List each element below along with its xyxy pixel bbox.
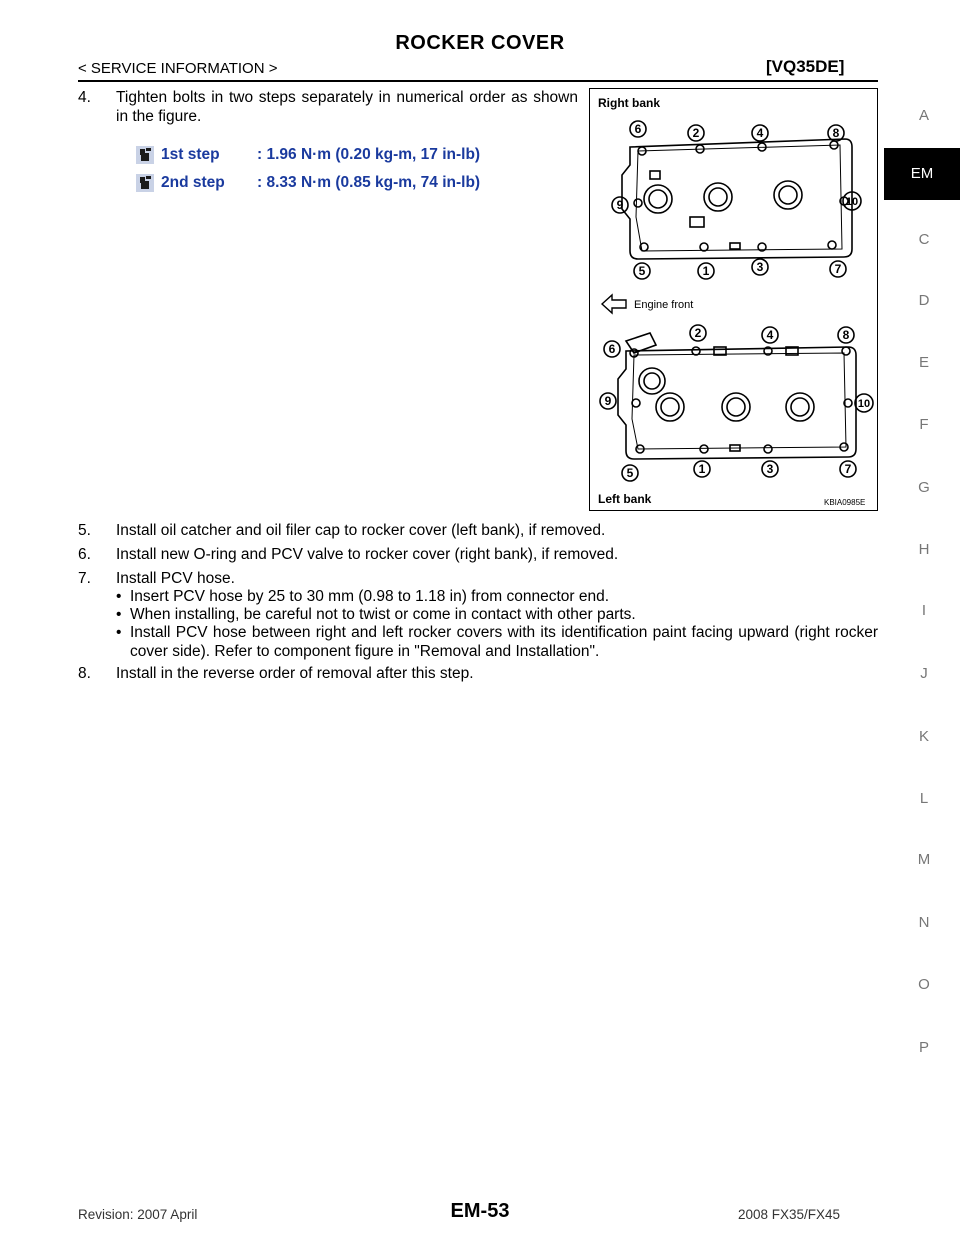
- step-8: [78, 664, 878, 684]
- bullet-text: Insert PCV hose by 25 to 30 mm (0.98 to 1.18 in) from connector end.: [130, 588, 610, 605]
- engine-front-arrow-icon: [602, 295, 626, 313]
- step-5: [78, 521, 878, 541]
- side-index-j[interactable]: J: [920, 665, 928, 682]
- bolt-number: 4: [766, 328, 774, 342]
- bolt-number: 6: [634, 122, 642, 136]
- step-number: 4.: [78, 89, 91, 106]
- bullet-text: Install PCV hose between right and left rocker covers with its identification paint facing upward (right rocker cover side). Refer to component figure in "Removal and Installation".: [130, 624, 878, 660]
- side-index-c[interactable]: C: [918, 231, 930, 248]
- side-index-g[interactable]: G: [918, 479, 930, 496]
- bolt-number: 10: [857, 398, 871, 410]
- side-index-l[interactable]: L: [919, 790, 929, 807]
- bolt-number: 8: [842, 328, 850, 342]
- step-number: 8.: [78, 665, 91, 682]
- step-text: Install in the reverse order of removal after this step.: [116, 665, 474, 682]
- step-7: [78, 569, 878, 589]
- right-bank-cover: [622, 139, 852, 259]
- pcv-bullet-1: [116, 587, 878, 607]
- page-title: ROCKER COVER: [395, 32, 565, 54]
- side-index-a[interactable]: A: [918, 107, 929, 124]
- bullet-text: When installing, be careful not to twist or come in contact with other parts.: [130, 606, 636, 623]
- bolt-number: 1: [698, 462, 706, 476]
- step-text: Install new O-ring and PCV valve to rocker cover (right bank), if removed.: [116, 546, 619, 563]
- step-number: 6.: [78, 546, 91, 563]
- spec-row-2: [136, 172, 576, 196]
- figure-code: KBIA0985E: [824, 498, 866, 507]
- spec-step-label: 1st step: [161, 146, 220, 163]
- bullet-mark: •: [116, 606, 122, 623]
- bolt-number: 9: [616, 198, 624, 212]
- bolt-number: 7: [844, 462, 852, 476]
- side-index-label: EM: [910, 165, 934, 182]
- side-index-i[interactable]: I: [921, 602, 927, 619]
- torque-wrench-icon: [136, 146, 154, 164]
- side-index-em-active[interactable]: [884, 148, 960, 200]
- bolt-number: 5: [626, 466, 634, 480]
- side-index-p[interactable]: P: [918, 1039, 929, 1056]
- bolt-number: 10: [845, 196, 859, 208]
- step-number: 7.: [78, 570, 91, 587]
- step-number: 5.: [78, 522, 91, 539]
- bolt-number: 8: [832, 126, 840, 140]
- step-text: Install PCV hose.: [116, 570, 235, 587]
- bolt-number: 2: [692, 126, 700, 140]
- spec-step-label: 2nd step: [161, 174, 225, 191]
- step-4: [78, 88, 578, 128]
- spec-value: : 8.33 N·m (0.85 kg-m, 74 in-lb): [257, 174, 481, 191]
- spec-value: : 1.96 N·m (0.20 kg-m, 17 in-lb): [257, 146, 481, 163]
- bullet-mark: •: [116, 624, 122, 641]
- engine-front-label: Engine front: [634, 299, 694, 311]
- engine-code: [VQ35DE]: [766, 57, 845, 76]
- side-index-f[interactable]: F: [919, 416, 929, 433]
- bolt-number: 6: [608, 342, 616, 356]
- side-index-k[interactable]: K: [918, 728, 929, 745]
- bolt-number: 3: [756, 260, 764, 274]
- rocker-cover-diagram: [590, 89, 877, 510]
- header-divider: [78, 80, 878, 82]
- bolt-number: 7: [834, 262, 842, 276]
- bolt-number: 4: [756, 126, 764, 140]
- step-text: Install oil catcher and oil filer cap to rocker cover (left bank), if removed.: [116, 522, 606, 539]
- side-index-h[interactable]: H: [918, 541, 930, 558]
- side-index-n[interactable]: N: [918, 914, 930, 931]
- bolt-tightening-figure: [589, 88, 878, 511]
- bolt-number: 5: [638, 264, 646, 278]
- right-bank-label: Right bank: [598, 96, 660, 110]
- pcv-bullet-2: [116, 605, 878, 625]
- left-bank-cover: [618, 333, 856, 459]
- bolt-number: 3: [766, 462, 774, 476]
- bolt-number: 2: [694, 326, 702, 340]
- side-index-d[interactable]: D: [918, 292, 930, 309]
- bolt-number: 1: [702, 264, 710, 278]
- step-6: [78, 545, 878, 565]
- pcv-bullet-3: [116, 623, 878, 663]
- bullet-mark: •: [116, 588, 122, 605]
- torque-wrench-icon: [136, 174, 154, 192]
- side-index-m[interactable]: M: [917, 851, 931, 868]
- bolt-number: 9: [604, 394, 612, 408]
- page-number: EM-53: [450, 1200, 510, 1222]
- footer-revision: Revision: 2007 April: [78, 1207, 198, 1222]
- spec-row-1: [136, 144, 576, 168]
- side-index-e[interactable]: E: [918, 354, 929, 371]
- step-text: Tighten bolts in two steps separately in numerical order as shown in the figure.: [116, 89, 578, 125]
- left-bank-label: Left bank: [598, 492, 652, 506]
- section-label[interactable]: < SERVICE INFORMATION >: [78, 60, 278, 77]
- footer-model: 2008 FX35/FX45: [738, 1207, 841, 1222]
- side-index-o[interactable]: O: [918, 976, 930, 993]
